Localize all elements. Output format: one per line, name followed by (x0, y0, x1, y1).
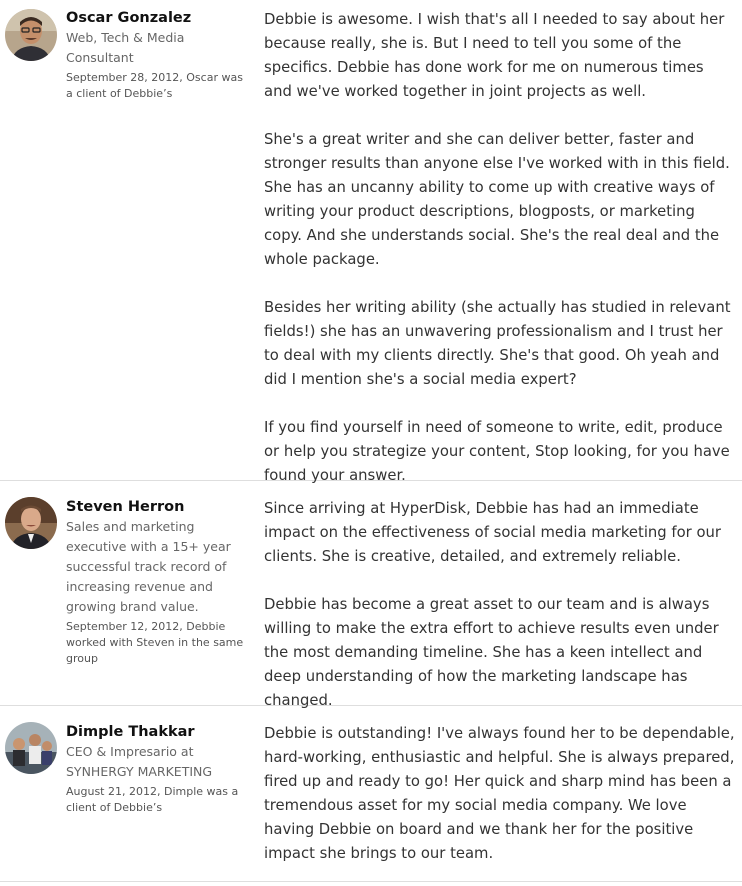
recommendation-paragraph: Debbie is awesome. I wish that's all I needed to say about her because really, she is. But I need to tell you some of the specifics. Debbie has done work for me on numerous times and we've worked together in joint projects as well. (264, 11, 725, 100)
recommendation-card (0, 706, 742, 882)
recommendation-text (264, 8, 736, 488)
recommender-title: Sales and marketing executive with a 15+ year successful track record of increasing revenue and growing brand value. (66, 519, 231, 614)
recommendation-card (0, 481, 742, 709)
recommender-title: Web, Tech & Media Consultant (66, 30, 185, 65)
group-photo-avatar[interactable] (5, 722, 57, 774)
recommendation-text (264, 722, 736, 866)
recommendation-paragraph: Debbie has become a great asset to our team and is always willing to make the extra effort to achieve results even under the most demanding timeline. She has a keen intellect and deep understanding of how the marketing landscape has changed. (264, 596, 719, 709)
recommendation-date: September 12, 2012, Debbie worked with Steven in the same group (66, 620, 244, 665)
recommendation-paragraph: She's a great writer and she can deliver better, faster and stronger results than anyone else I've worked with in this field. She has an uncanny ability to come up with creative ways of writing your product descriptions, blogposts, or marketing copy. And she understands social. She's the real deal and the whole package. (264, 131, 730, 268)
recommender-title: CEO & Impresario at SYNHERGY MARKETING (66, 744, 213, 779)
recommendation-paragraph: If you find yourself in need of someone to write, edit, produce or help you strategize your content, Stop looking, for you have found your answer. (264, 419, 730, 484)
recommendation-date: September 28, 2012, Oscar was a client of Debbie’s (66, 71, 243, 100)
recommendation-paragraph: Debbie is outstanding! I've always found her to be dependable, hard-working, enthusiastic and helpful. She is always prepared, fired up and ready to go! Her quick and sharp mind has been a tremendous asset for my social media company. We love having Debbie on board and we thank her for the positive impact she brings to our team. (264, 725, 735, 862)
recommender-name[interactable]: Dimple Thakkar (66, 724, 195, 740)
recommendation-paragraph: Since arriving at HyperDisk, Debbie has had an immediate impact on the effectiveness of social media marketing for our clients. She is creative, detailed, and extremely reliable. (264, 500, 721, 565)
recommender-name[interactable]: Oscar Gonzalez (66, 10, 192, 26)
recommendation-text (264, 497, 736, 713)
recommendation-paragraph: Besides her writing ability (she actually has studied in relevant fields!) she has an unwavering professionalism and I trust her to deal with my clients directly. She's that good. Oh yeah and did I mention she's a social media expert? (264, 299, 731, 388)
person-photo-avatar[interactable] (5, 9, 57, 61)
person-photo-avatar[interactable] (5, 497, 57, 549)
recommendation-date: August 21, 2012, Dimple was a client of Debbie’s (66, 785, 239, 814)
recommender-name[interactable]: Steven Herron (66, 499, 185, 515)
